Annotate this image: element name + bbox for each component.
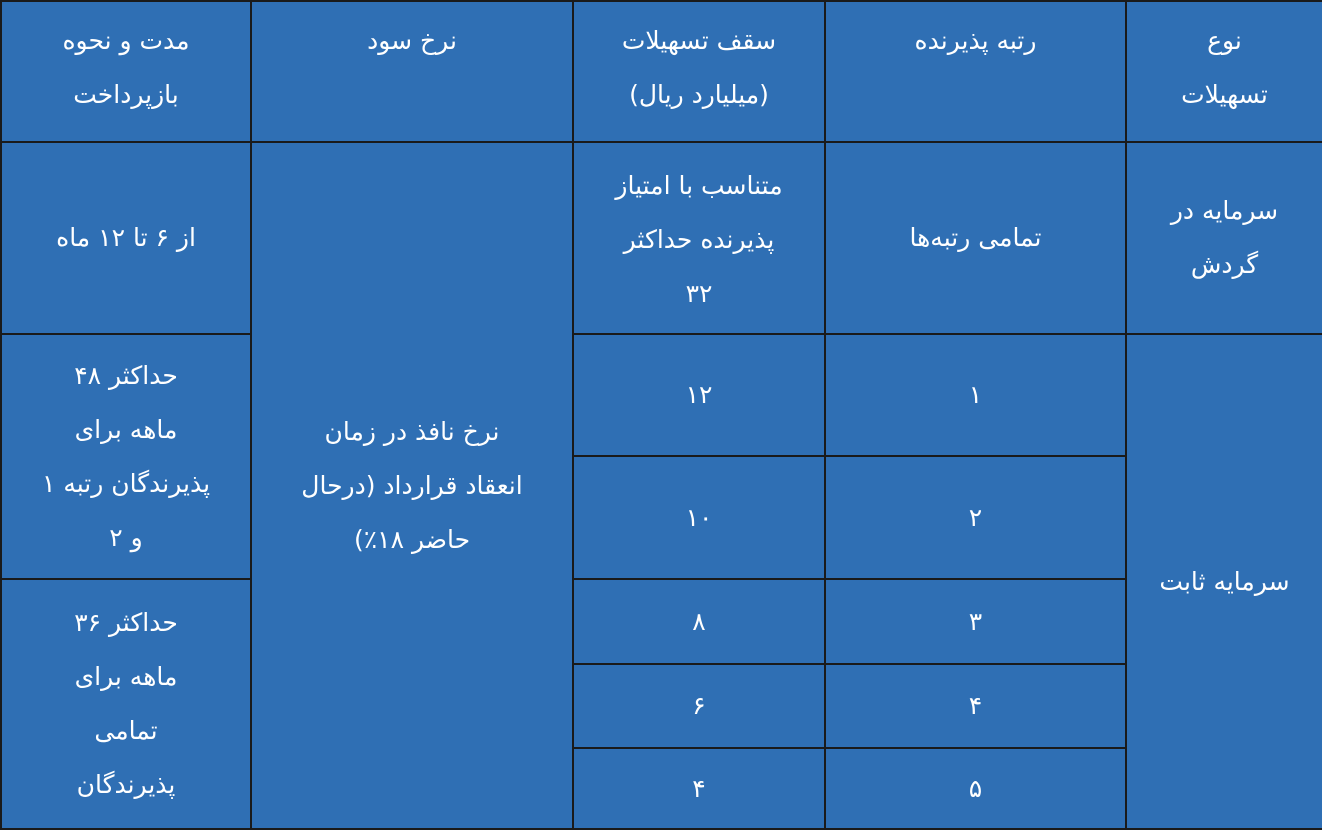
header-interest-rate: نرخ سود [251, 1, 573, 142]
fixed-capital-grade: ۲ [825, 456, 1126, 579]
fixed-capital-grade: ۳ [825, 579, 1126, 664]
table-row [1, 334, 1322, 456]
header-facility-type: نوع تسهیلات [1126, 1, 1322, 142]
fixed-capital-term-grades-1-2: حداکثر ۴۸ ماهه برای پذیرندگان رتبه ۱ و ۲ [1, 334, 251, 579]
fixed-capital-grade: ۵ [825, 748, 1126, 829]
header-recipient-grade: رتبه پذیرنده [825, 1, 1126, 142]
fixed-capital-ceiling: ۸ [573, 579, 825, 664]
fixed-capital-term-all: حداکثر ۳۶ ماهه برای تمامی پذیرندگان [1, 579, 251, 829]
fixed-capital-ceiling: ۱۲ [573, 334, 825, 456]
header-row [1, 1, 1322, 142]
interest-rate-cell: نرخ نافذ در زمان انعقاد قرارداد (درحال حاضر ۱۸٪) [251, 142, 573, 829]
fixed-capital-ceiling: ۴ [573, 748, 825, 829]
fixed-capital-ceiling: ۶ [573, 664, 825, 748]
working-capital-grade: تمامی رتبه‌ها [825, 142, 1126, 334]
working-capital-ceiling: متناسب با امتیاز پذیرنده حداکثر ۳۲ [573, 142, 825, 334]
header-repayment-term: مدت و نحوه بازپرداخت [1, 1, 251, 142]
table-row [1, 579, 1322, 664]
working-capital-term: از ۶ تا ۱۲ ماه [1, 142, 251, 334]
fixed-capital-grade: ۱ [825, 334, 1126, 456]
fixed-capital-type: سرمایه ثابت [1126, 334, 1322, 829]
table-row [1, 142, 1322, 334]
header-facility-ceiling: سقف تسهیلات (میلیارد ریال) [573, 1, 825, 142]
fixed-capital-grade: ۴ [825, 664, 1126, 748]
fixed-capital-ceiling: ۱۰ [573, 456, 825, 579]
working-capital-type: سرمایه در گردش [1126, 142, 1322, 334]
